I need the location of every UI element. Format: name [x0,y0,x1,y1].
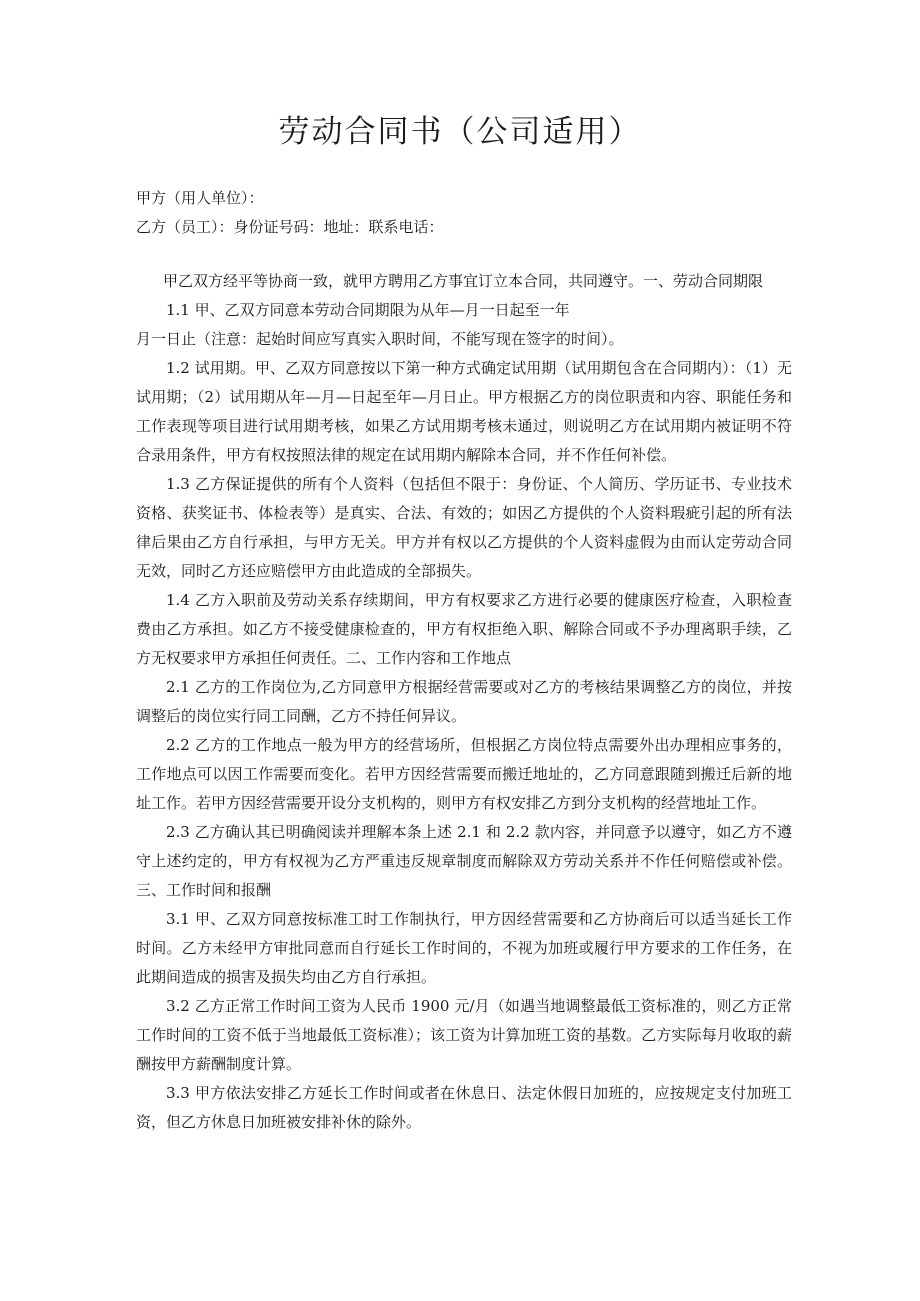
clause-2-3: 2.3 乙方确认其已明确阅读并理解本条上述 2.1 和 2.2 款内容，并同意予以遵守，如乙方不遵守上述约定的，甲方有权视为乙方严重违反规章制度而解除双方劳动关系并不作任何赔偿或补偿。三、工作时间和报酬 [136,823,792,899]
clause-3-2: 3.2 乙方正常工作时间工资为人民币 1900 元/月（如遇当地调整最低工资标准的，则乙方正常工作时间的工资不低于当地最低工资标准）；该工资为计算加班工资的基数。乙方实际每月收取的薪酬按甲方薪酬制度计算。 [136,997,792,1073]
clause-1-3: 1.3 乙方保证提供的所有个人资料（包括但不限于：身份证、个人简历、学历证书、专业技术资格、获奖证书、体检表等）是真实、合法、有效的；如因乙方提供的个人资料瑕疵引起的所有法律后果由乙方自行承担，与甲方无关。甲方并有权以乙方提供的个人资料虚假为由而认定劳动合同无效，同时乙方还应赔偿甲方由此造成的全部损失。 [136,475,792,580]
clause-3-3: 3.3 甲方依法安排乙方延长工作时间或者在休息日、法定休假日加班的，应按规定支付加班工资，但乙方休息日加班被安排补休的除外。 [136,1084,792,1131]
contract-parties [136,184,796,242]
clause-2-2: 2.2 乙方的工作地点一般为甲方的经营场所，但根据乙方岗位特点需要外出办理相应事务的，工作地点可以因工作需要而变化。若甲方因经营需要而搬迁地址的，乙方同意跟随到搬迁后新的地址工作。若甲方因经营需要开设分支机构的，则甲方有权安排乙方到分支机构的经营地址工作。 [136,736,792,812]
clause-1-1-continued: 月一日止（注意：起始时间应写真实入职时间，不能写现在签字的时间）。 [136,330,624,348]
clause-3-1: 3.1 甲、乙双方同意按标准工时工作制执行，甲方因经营需要和乙方协商后可以适当延长工作时间。乙方未经甲方审批同意而自行延长工作时间的，不视为加班或履行甲方要求的工作任务，在此期间造成的损害及损失均由乙方自行承担。 [136,910,792,986]
preamble-paragraph: 甲乙双方经平等协商一致，就甲方聘用乙方事宜订立本合同，共同遵守。一、劳动合同期限 [163,272,764,290]
clause-1-4: 1.4 乙方入职前及劳动关系存续期间，甲方有权要求乙方进行必要的健康医疗检查，入职检查费由乙方承担。如乙方不接受健康检查的，甲方有权拒绝入职、解除合同或不予办理离职手续，乙方无权要求甲方承担任何责任。二、工作内容和工作地点 [136,591,792,667]
party-b-line: 乙方（员工）：身份证号码：地址：联系电话： [136,218,444,236]
party-a-line: 甲方（用人单位）： [136,189,264,207]
clause-2-1: 2.1 乙方的工作岗位为,乙方同意甲方根据经营需要或对乙方的考核结果调整乙方的岗位，并按调整后的岗位实行同工同酬，乙方不持任何异议。 [136,678,792,725]
contract-body [136,267,792,1137]
clause-1-1: 1.1 甲、乙双方同意本劳动合同期限为从年—月一日起至一年 [166,301,570,319]
document-title: 劳动合同书（公司适用） [278,114,642,150]
clause-1-2: 1.2 试用期。甲、乙双方同意按以下第一种方式确定试用期（试用期包含在合同期内）：（1）无试用期；（2）试用期从年—月—日起至年—月日止。甲方根据乙方的岗位职责和内容、职能任务和工作表现等项目进行试用期考核，如果乙方试用期考核未通过，则说明乙方在试用期内被证明不符合录用条件，甲方有权按照法律的规定在试用期内解除本合同，并不作任何补偿。 [136,359,792,464]
